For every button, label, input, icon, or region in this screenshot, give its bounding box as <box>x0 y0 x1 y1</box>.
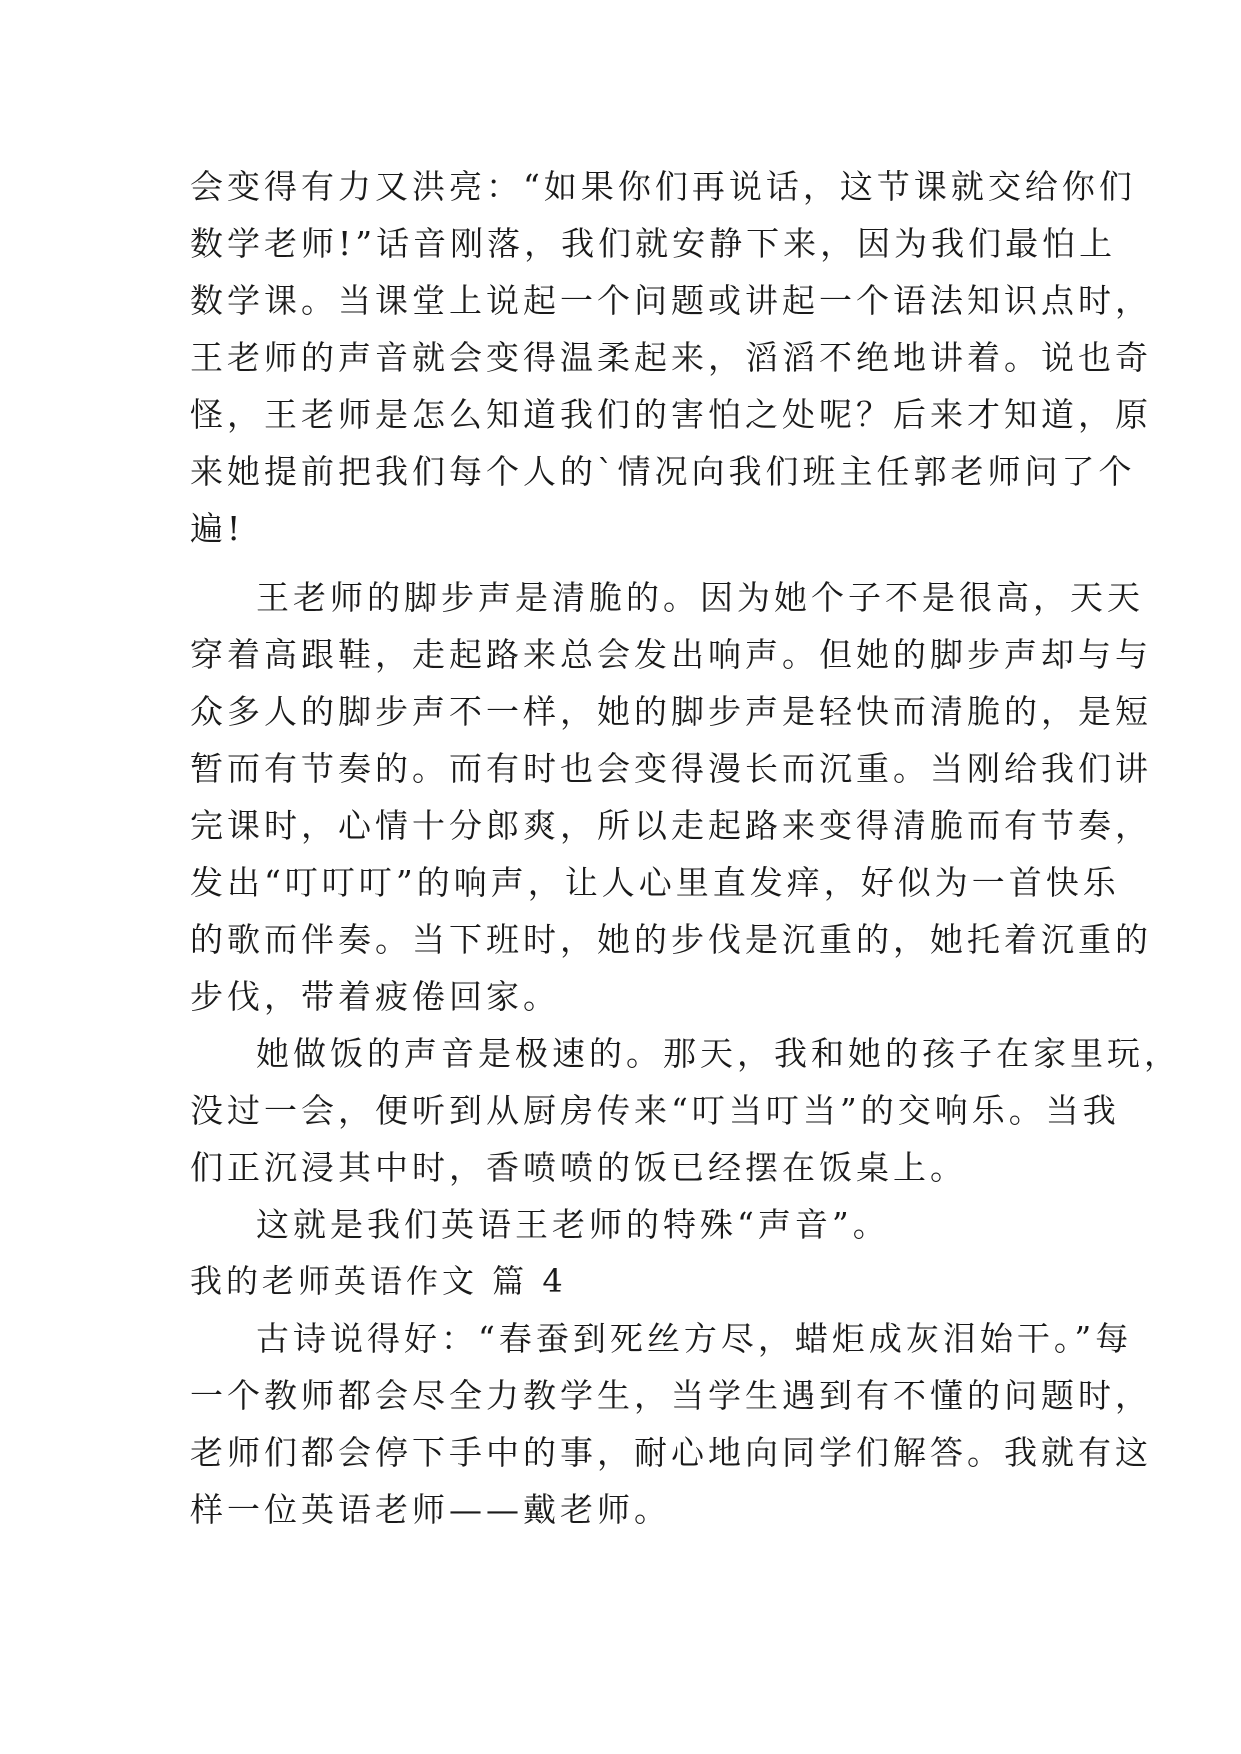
text-line: 数学课。当课堂上说起一个问题或讲起一个语法知识点时， <box>190 281 1152 320</box>
paragraph-1 <box>190 158 1152 557</box>
text-line: 数学老师!”话音刚落，我们就安静下来，因为我们最怕上 <box>190 224 1117 263</box>
paragraph-4 <box>190 1196 1070 1253</box>
text-line: 众多人的脚步声不一样，她的脚步声是轻快而清脆的，是短 <box>190 692 1152 731</box>
text-line: 古诗说得好：“春蚕到死丝方尽，蜡炬成灰泪始干。”每 <box>256 1319 1133 1358</box>
text-line: 这就是我们英语王老师的特殊“声音”。 <box>256 1205 890 1244</box>
text-line: 没过一会，便听到从厨房传来“叮当叮当”的交响乐。当我 <box>190 1091 1120 1130</box>
text-line: 她做饭的声音是极速的。那天，我和她的孩子在家里玩， <box>256 1034 1181 1073</box>
text-line: 发出“叮叮叮”的响声，让人心里直发痒，好似为一首快乐 <box>190 863 1120 902</box>
document-body <box>190 158 1181 1538</box>
paragraph-5 <box>190 1310 1152 1538</box>
text-line: 怪，王老师是怎么知道我们的害怕之处呢？后来才知道，原 <box>190 395 1152 434</box>
text-line: 样一位英语老师——戴老师。 <box>190 1490 671 1529</box>
text-line: 暂而有节奏的。而有时也会变得漫长而沉重。当刚给我们讲 <box>190 749 1152 788</box>
paragraph-2 <box>190 569 1152 1025</box>
text-line: 们正沉浸其中时，香喷喷的饭已经摆在饭桌上。 <box>190 1148 967 1187</box>
heading-text: 我的老师英语作文 篇 4 <box>190 1262 567 1300</box>
text-line: 会变得有力又洪亮：“如果你们再说话，这节课就交给你们 <box>190 167 1136 206</box>
text-line: 一个教师都会尽全力教学生，当学生遇到有不懂的问题时， <box>190 1376 1152 1415</box>
text-line: 老师们都会停下手中的事，耐心地向同学们解答。我就有这 <box>190 1433 1152 1472</box>
text-line: 王老师的脚步声是清脆的。因为她个子不是很高，天天 <box>256 578 1144 617</box>
text-line: 步伐，带着疲倦回家。 <box>190 977 560 1016</box>
section-heading <box>190 1253 1070 1310</box>
paragraph-3 <box>190 1025 1181 1196</box>
text-line: 王老师的声音就会变得温柔起来，滔滔不绝地讲着。说也奇 <box>190 338 1152 377</box>
text-line: 的歌而伴奏。当下班时，她的步伐是沉重的，她托着沉重的 <box>190 920 1152 959</box>
text-line: 来她提前把我们每个人的`情况向我们班主任郭老师问了个 <box>190 452 1136 491</box>
text-line: 完课时，心情十分郎爽，所以走起路来变得清脆而有节奏， <box>190 806 1152 845</box>
text-line: 遍! <box>190 509 245 548</box>
text-line: 穿着高跟鞋，走起路来总会发出响声。但她的脚步声却与与 <box>190 635 1152 674</box>
